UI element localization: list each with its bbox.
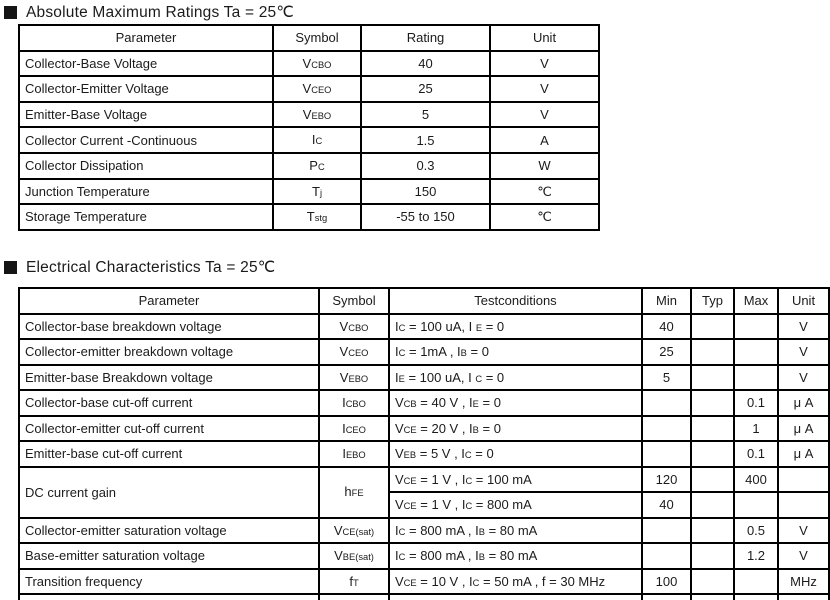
rating-cell: -55 to 150 (361, 204, 490, 230)
column-header-symbol: Symbol (319, 288, 389, 314)
symbol-cell: VEBO (273, 102, 361, 128)
table-row (19, 339, 829, 365)
unit-cell: V (778, 518, 829, 544)
typ-cell (691, 339, 734, 365)
max-cell (734, 365, 778, 391)
min-cell (642, 416, 691, 442)
typ-cell (691, 543, 734, 569)
abs-max-ratings-title (4, 3, 294, 22)
param-cell: Collector-emitter cut-off current (19, 416, 319, 442)
unit-cell: ℃ (490, 179, 599, 205)
symbol-cell: ICBO (319, 390, 389, 416)
table-row (19, 518, 829, 544)
max-cell (734, 569, 778, 595)
param-cell: Collector-Emitter Voltage (19, 76, 273, 102)
min-cell (642, 518, 691, 544)
param-cell: Collector Current -Continuous (19, 127, 273, 153)
max-cell: 1 (734, 416, 778, 442)
typ-cell (691, 467, 734, 493)
max-cell: 400 (734, 467, 778, 493)
table-row (19, 467, 829, 493)
param-cell: Collector-emitter breakdown voltage (19, 339, 319, 365)
typ-cell (691, 365, 734, 391)
param-cell: Collector-base breakdown voltage (19, 314, 319, 340)
param-cell: Emitter-base cut-off current (19, 441, 319, 467)
min-cell: 40 (642, 314, 691, 340)
clipped-next-row (19, 594, 829, 600)
unit-cell (778, 467, 829, 493)
symbol-cell: VCBO (273, 51, 361, 77)
max-cell (734, 314, 778, 340)
unit-cell: V (778, 365, 829, 391)
unit-cell: V (778, 314, 829, 340)
symbol-cell: ICEO (319, 416, 389, 442)
table-row (19, 543, 829, 569)
table-row (19, 569, 829, 595)
table-row (19, 416, 829, 442)
empty-cell (778, 594, 829, 600)
min-cell: 40 (642, 492, 691, 518)
symbol-cell: Tj (273, 179, 361, 205)
symbol-cell: VCEO (273, 76, 361, 102)
conditions-cell: VCE = 1 V , IC = 800 mA (389, 492, 642, 518)
typ-cell (691, 314, 734, 340)
conditions-cell: VEB = 5 V , IC = 0 (389, 441, 642, 467)
rating-cell: 25 (361, 76, 490, 102)
symbol-cell: IC (273, 127, 361, 153)
rating-cell: 0.3 (361, 153, 490, 179)
unit-cell: μ A (778, 390, 829, 416)
param-cell: Emitter-base Breakdown voltage (19, 365, 319, 391)
symbol-cell: VEBO (319, 365, 389, 391)
min-cell (642, 543, 691, 569)
unit-cell: ℃ (490, 204, 599, 230)
conditions-cell: VCE = 10 V , IC = 50 mA , f = 30 MHz (389, 569, 642, 595)
min-cell: 100 (642, 569, 691, 595)
conditions-cell: IC = 800 mA , IB = 80 mA (389, 543, 642, 569)
max-cell: 0.1 (734, 441, 778, 467)
empty-cell (19, 594, 319, 600)
conditions-cell: IC = 1mA , IB = 0 (389, 339, 642, 365)
column-header-typ: Typ (691, 288, 734, 314)
min-cell: 25 (642, 339, 691, 365)
param-cell: Collector-Base Voltage (19, 51, 273, 77)
rating-cell: 5 (361, 102, 490, 128)
column-header-unit: Unit (778, 288, 829, 314)
table-header-row (19, 288, 829, 314)
empty-cell (691, 594, 734, 600)
section-marker-icon (4, 6, 17, 19)
param-cell: Collector-emitter saturation voltage (19, 518, 319, 544)
param-cell: Storage Temperature (19, 204, 273, 230)
typ-cell (691, 441, 734, 467)
unit-cell: μ A (778, 416, 829, 442)
conditions-cell: VCE = 20 V , IB = 0 (389, 416, 642, 442)
table-header-row (19, 25, 599, 51)
unit-cell: V (490, 51, 599, 77)
typ-cell (691, 569, 734, 595)
absolute-maximum-ratings-table (18, 24, 600, 231)
column-header-conditions: Testconditions (389, 288, 642, 314)
unit-cell: μ A (778, 441, 829, 467)
table-row (19, 102, 599, 128)
symbol-cell: VBE(sat) (319, 543, 389, 569)
table-row (19, 179, 599, 205)
table-row (19, 204, 599, 230)
symbol-cell: hFE (319, 467, 389, 518)
conditions-cell: VCB = 40 V , IE = 0 (389, 390, 642, 416)
section-marker-icon (4, 261, 17, 274)
symbol-cell: IEBO (319, 441, 389, 467)
typ-cell (691, 390, 734, 416)
symbol-cell: VCBO (319, 314, 389, 340)
table-row (19, 153, 599, 179)
electrical-characteristics-table (18, 287, 830, 600)
empty-cell (734, 594, 778, 600)
max-cell: 0.1 (734, 390, 778, 416)
section-title-text: Electrical Characteristics Ta = 25℃ (26, 259, 276, 276)
electrical-characteristics-title (4, 258, 275, 277)
section-title-text: Absolute Maximum Ratings Ta = 25℃ (26, 4, 294, 21)
table-row (19, 76, 599, 102)
conditions-cell: IC = 800 mA , IB = 80 mA (389, 518, 642, 544)
min-cell (642, 390, 691, 416)
rating-cell: 40 (361, 51, 490, 77)
rating-cell: 1.5 (361, 127, 490, 153)
column-header-parameter: Parameter (19, 25, 273, 51)
max-cell: 1.2 (734, 543, 778, 569)
symbol-cell: fT (319, 569, 389, 595)
max-cell (734, 339, 778, 365)
unit-cell: V (778, 339, 829, 365)
max-cell (734, 492, 778, 518)
min-cell: 5 (642, 365, 691, 391)
empty-cell (642, 594, 691, 600)
typ-cell (691, 492, 734, 518)
column-header-symbol: Symbol (273, 25, 361, 51)
table-row (19, 314, 829, 340)
param-cell: Emitter-Base Voltage (19, 102, 273, 128)
unit-cell: A (490, 127, 599, 153)
conditions-cell: IE = 100 uA, I C = 0 (389, 365, 642, 391)
empty-cell (389, 594, 642, 600)
empty-cell (319, 594, 389, 600)
symbol-cell: VCEO (319, 339, 389, 365)
column-header-parameter: Parameter (19, 288, 319, 314)
column-header-rating: Rating (361, 25, 490, 51)
column-header-min: Min (642, 288, 691, 314)
param-cell: Junction Temperature (19, 179, 273, 205)
param-cell: Transition frequency (19, 569, 319, 595)
conditions-cell: IC = 100 uA, I E = 0 (389, 314, 642, 340)
unit-cell: V (490, 102, 599, 128)
table-row (19, 51, 599, 77)
table-row (19, 127, 599, 153)
param-cell: DC current gain (19, 467, 319, 518)
column-header-max: Max (734, 288, 778, 314)
unit-cell: V (490, 76, 599, 102)
min-cell: 120 (642, 467, 691, 493)
min-cell (642, 441, 691, 467)
symbol-cell: PC (273, 153, 361, 179)
symbol-cell: Tstg (273, 204, 361, 230)
param-cell: Base-emitter saturation voltage (19, 543, 319, 569)
symbol-cell: VCE(sat) (319, 518, 389, 544)
typ-cell (691, 518, 734, 544)
rating-cell: 150 (361, 179, 490, 205)
table-row (19, 390, 829, 416)
unit-cell: V (778, 543, 829, 569)
table-row (19, 365, 829, 391)
param-cell: Collector-base cut-off current (19, 390, 319, 416)
typ-cell (691, 416, 734, 442)
max-cell: 0.5 (734, 518, 778, 544)
column-header-unit: Unit (490, 25, 599, 51)
table-row (19, 441, 829, 467)
unit-cell (778, 492, 829, 518)
param-cell: Collector Dissipation (19, 153, 273, 179)
unit-cell: W (490, 153, 599, 179)
unit-cell: MHz (778, 569, 829, 595)
conditions-cell: VCE = 1 V , IC = 100 mA (389, 467, 642, 493)
